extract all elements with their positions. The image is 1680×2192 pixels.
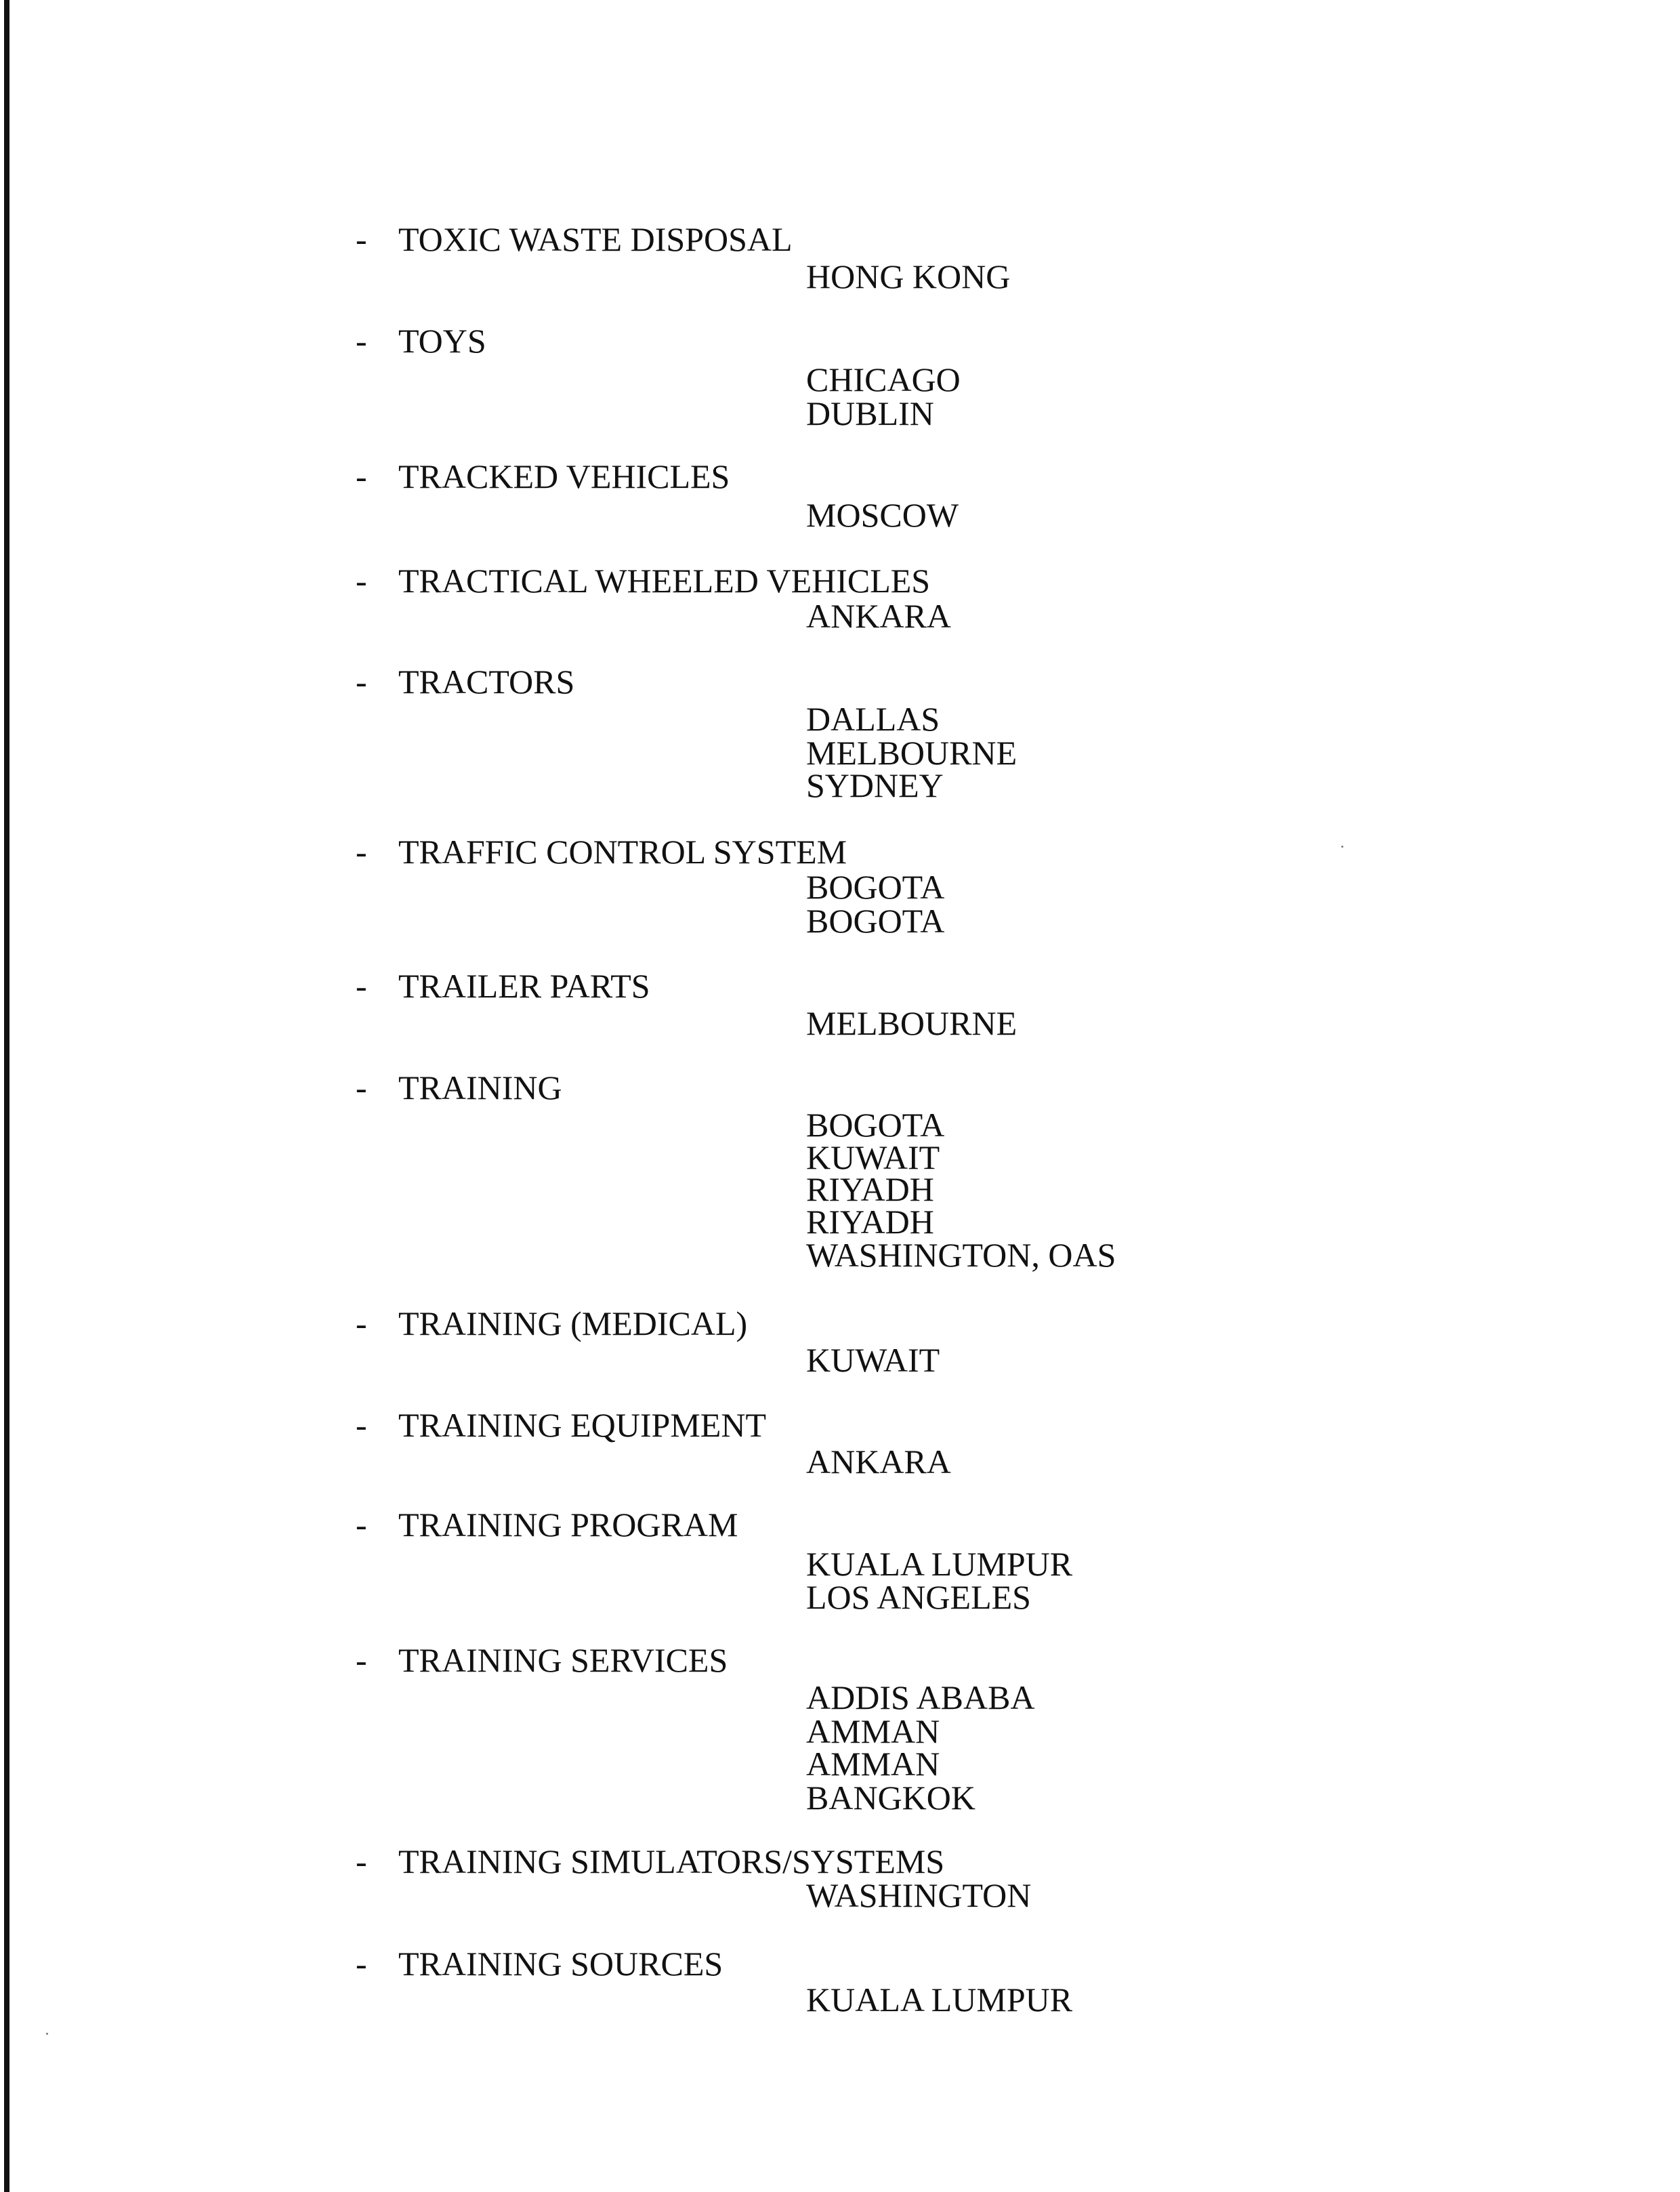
entry-bullet-dash: - bbox=[356, 322, 367, 360]
entry-bullet-dash: - bbox=[356, 663, 367, 701]
scan-speck bbox=[46, 2033, 48, 2035]
entry-category: TRAINING PROGRAM bbox=[398, 1506, 738, 1544]
entry-category: TRAILER PARTS bbox=[398, 967, 650, 1005]
entry-bullet-dash: - bbox=[356, 1945, 367, 1983]
entry-category: TRACTORS bbox=[398, 663, 575, 701]
entry-bullet-dash: - bbox=[356, 1842, 367, 1880]
entry-location: LOS ANGELES bbox=[806, 1578, 1031, 1616]
entry-location: KUWAIT bbox=[806, 1341, 940, 1379]
entry-location: SYDNEY bbox=[806, 766, 944, 804]
entry-location: KUWAIT bbox=[806, 1138, 940, 1176]
entry-category: TRAINING SERVICES bbox=[398, 1641, 728, 1679]
entry-location: WASHINGTON, OAS bbox=[806, 1236, 1116, 1274]
entry-category: TOYS bbox=[398, 322, 486, 360]
entry-bullet-dash: - bbox=[356, 833, 367, 871]
entry-location: MELBOURNE bbox=[806, 734, 1017, 772]
entry-bullet-dash: - bbox=[356, 1406, 367, 1444]
entry-location: WASHINGTON bbox=[806, 1876, 1032, 1914]
entry-location: AMMAN bbox=[806, 1745, 940, 1783]
entry-location: HONG KONG bbox=[806, 257, 1011, 295]
entry-location: BOGOTA bbox=[806, 1106, 945, 1144]
entry-location: AMMAN bbox=[806, 1712, 940, 1750]
left-edge-rule bbox=[4, 0, 9, 2192]
entry-category: TOXIC WASTE DISPOSAL bbox=[398, 220, 793, 258]
entry-location: ANKARA bbox=[806, 1443, 951, 1481]
entry-category: TRAINING bbox=[398, 1069, 562, 1107]
entry-bullet-dash: - bbox=[356, 967, 367, 1005]
entry-bullet-dash: - bbox=[356, 1304, 367, 1342]
entry-category: TRACKED VEHICLES bbox=[398, 457, 730, 495]
entry-category: TRACTICAL WHEELED VEHICLES bbox=[398, 562, 931, 600]
entry-location: BANGKOK bbox=[806, 1779, 975, 1817]
entry-location: KUALA LUMPUR bbox=[806, 1981, 1073, 2019]
entry-bullet-dash: - bbox=[356, 1506, 367, 1544]
entry-location: DUBLIN bbox=[806, 394, 934, 432]
entry-location: KUALA LUMPUR bbox=[806, 1545, 1073, 1583]
entry-category: TRAFFIC CONTROL SYSTEM bbox=[398, 833, 847, 871]
entry-location: CHICAGO bbox=[806, 360, 961, 398]
entry-bullet-dash: - bbox=[356, 562, 367, 600]
entry-location: BOGOTA bbox=[806, 868, 945, 906]
entry-location: MOSCOW bbox=[806, 496, 959, 534]
entry-category: TRAINING (MEDICAL) bbox=[398, 1304, 748, 1342]
entry-location: DALLAS bbox=[806, 700, 940, 738]
entry-location: RIYADH bbox=[806, 1170, 934, 1208]
entry-category: TRAINING SOURCES bbox=[398, 1945, 723, 1983]
entry-bullet-dash: - bbox=[356, 457, 367, 495]
entry-location: BOGOTA bbox=[806, 902, 945, 940]
entry-category: TRAINING SIMULATORS/SYSTEMS bbox=[398, 1842, 945, 1880]
entry-location: RIYADH bbox=[806, 1203, 934, 1241]
scan-speck bbox=[1341, 846, 1343, 848]
entry-bullet-dash: - bbox=[356, 1641, 367, 1679]
entry-location: ANKARA bbox=[806, 597, 951, 635]
entry-category: TRAINING EQUIPMENT bbox=[398, 1406, 766, 1444]
entry-location: MELBOURNE bbox=[806, 1004, 1017, 1042]
entry-bullet-dash: - bbox=[356, 1069, 367, 1107]
entry-location: ADDIS ABABA bbox=[806, 1678, 1035, 1716]
entry-bullet-dash: - bbox=[356, 220, 367, 258]
